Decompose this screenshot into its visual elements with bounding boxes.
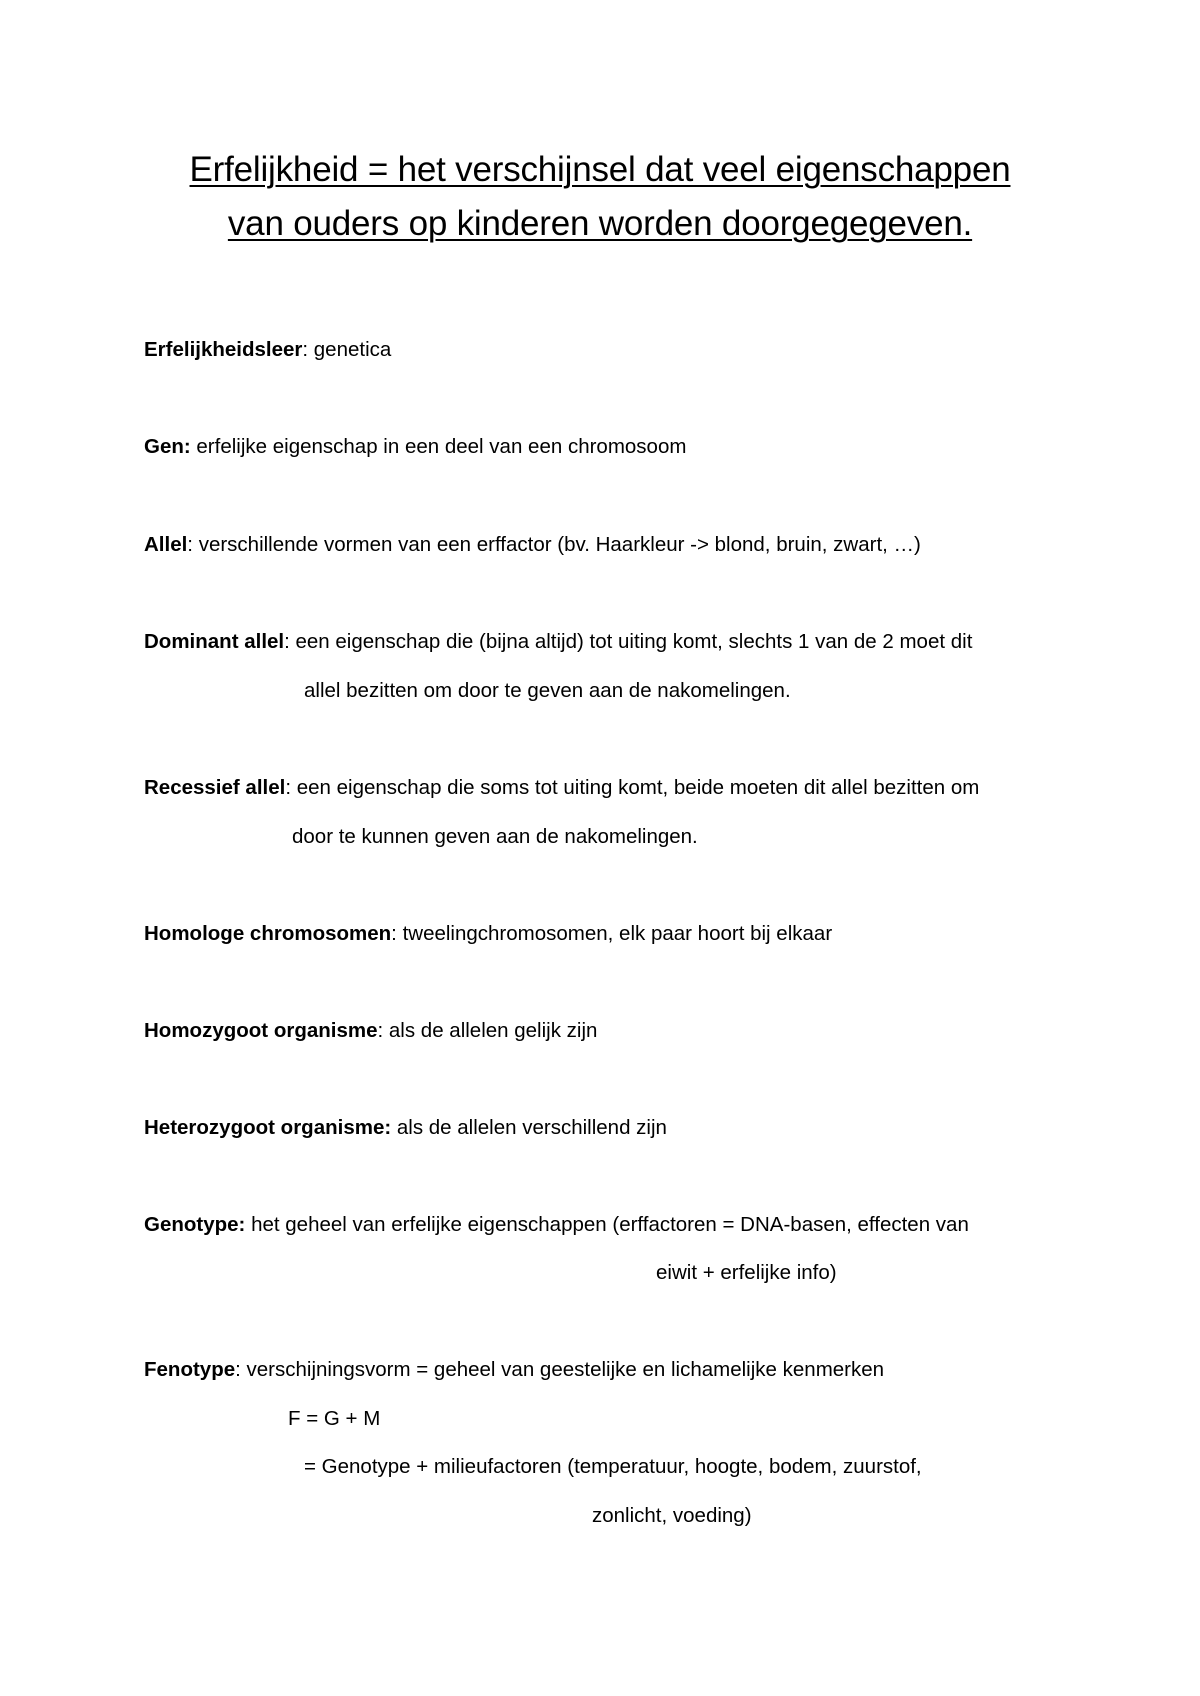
term-label: Homozygoot organisme xyxy=(144,1019,378,1042)
entry-erfelijkheidsleer xyxy=(144,338,391,363)
term-label: Heterozygoot organisme: xyxy=(144,1116,392,1139)
fenotype-formula-expansion-continuation: zonlicht, voeding) xyxy=(592,1504,752,1527)
entry-homozygoot-organisme xyxy=(144,1019,597,1044)
entry-fenotype xyxy=(144,1358,884,1383)
entry-homologe-chromosomen xyxy=(144,922,832,947)
definition-text: : een eigenschap die soms tot uiting komt, beide moeten dit allel bezitten om xyxy=(285,776,980,799)
definition-text: als de allelen verschillend zijn xyxy=(391,1116,667,1139)
entry-genotype xyxy=(144,1213,969,1238)
definition-text: : verschijningsvorm = geheel van geestelijke en lichamelijke kenmerken xyxy=(235,1358,885,1381)
definition-text: : een eigenschap die (bijna altijd) tot uiting komt, slechts 1 van de 2 moet dit xyxy=(284,630,973,653)
term-label: Genotype: xyxy=(144,1213,246,1236)
term-label: Allel xyxy=(144,533,188,556)
definition-text: : verschillende vormen van een erffactor (bv. Haarkleur -> blond, bruin, zwart, …) xyxy=(187,533,921,556)
entry-dominant-allel-continuation: allel bezitten om door te geven aan de nakomelingen. xyxy=(304,679,791,702)
entry-allel xyxy=(144,533,921,558)
entry-heterozygoot-organisme xyxy=(144,1116,667,1141)
entry-recessief-allel-continuation: door te kunnen geven aan de nakomelingen. xyxy=(292,825,698,848)
fenotype-formula-expansion: = Genotype + milieufactoren (temperatuur, hoogte, bodem, zuurstof, xyxy=(304,1455,922,1478)
definition-text: erfelijke eigenschap in een deel van een chromosoom xyxy=(190,435,687,458)
term-label: Homologe chromosomen xyxy=(144,922,392,945)
definition-text: : als de allelen gelijk zijn xyxy=(377,1019,598,1042)
definition-text: het geheel van erfelijke eigenschappen (erffactoren = DNA-basen, effecten van xyxy=(245,1213,969,1236)
entry-gen xyxy=(144,435,686,460)
term-label: Fenotype xyxy=(144,1358,236,1381)
entry-dominant-allel xyxy=(144,630,972,655)
term-label: Recessief allel xyxy=(144,776,286,799)
entry-recessief-allel xyxy=(144,776,979,801)
title-line-2: van ouders op kinderen worden doorgegegeven. xyxy=(227,204,973,243)
title-line-1: Erfelijkheid = het verschijnsel dat veel eigenschappen xyxy=(189,150,1011,189)
entry-genotype-continuation: eiwit + erfelijke info) xyxy=(656,1261,837,1284)
definition-text: : genetica xyxy=(302,338,392,361)
term-label: Gen: xyxy=(144,435,191,458)
definition-text: : tweelingchromosomen, elk paar hoort bij elkaar xyxy=(391,922,833,945)
term-label: Dominant allel xyxy=(144,630,285,653)
term-label: Erfelijkheidsleer xyxy=(144,338,303,361)
fenotype-formula: F = G + M xyxy=(288,1407,381,1430)
